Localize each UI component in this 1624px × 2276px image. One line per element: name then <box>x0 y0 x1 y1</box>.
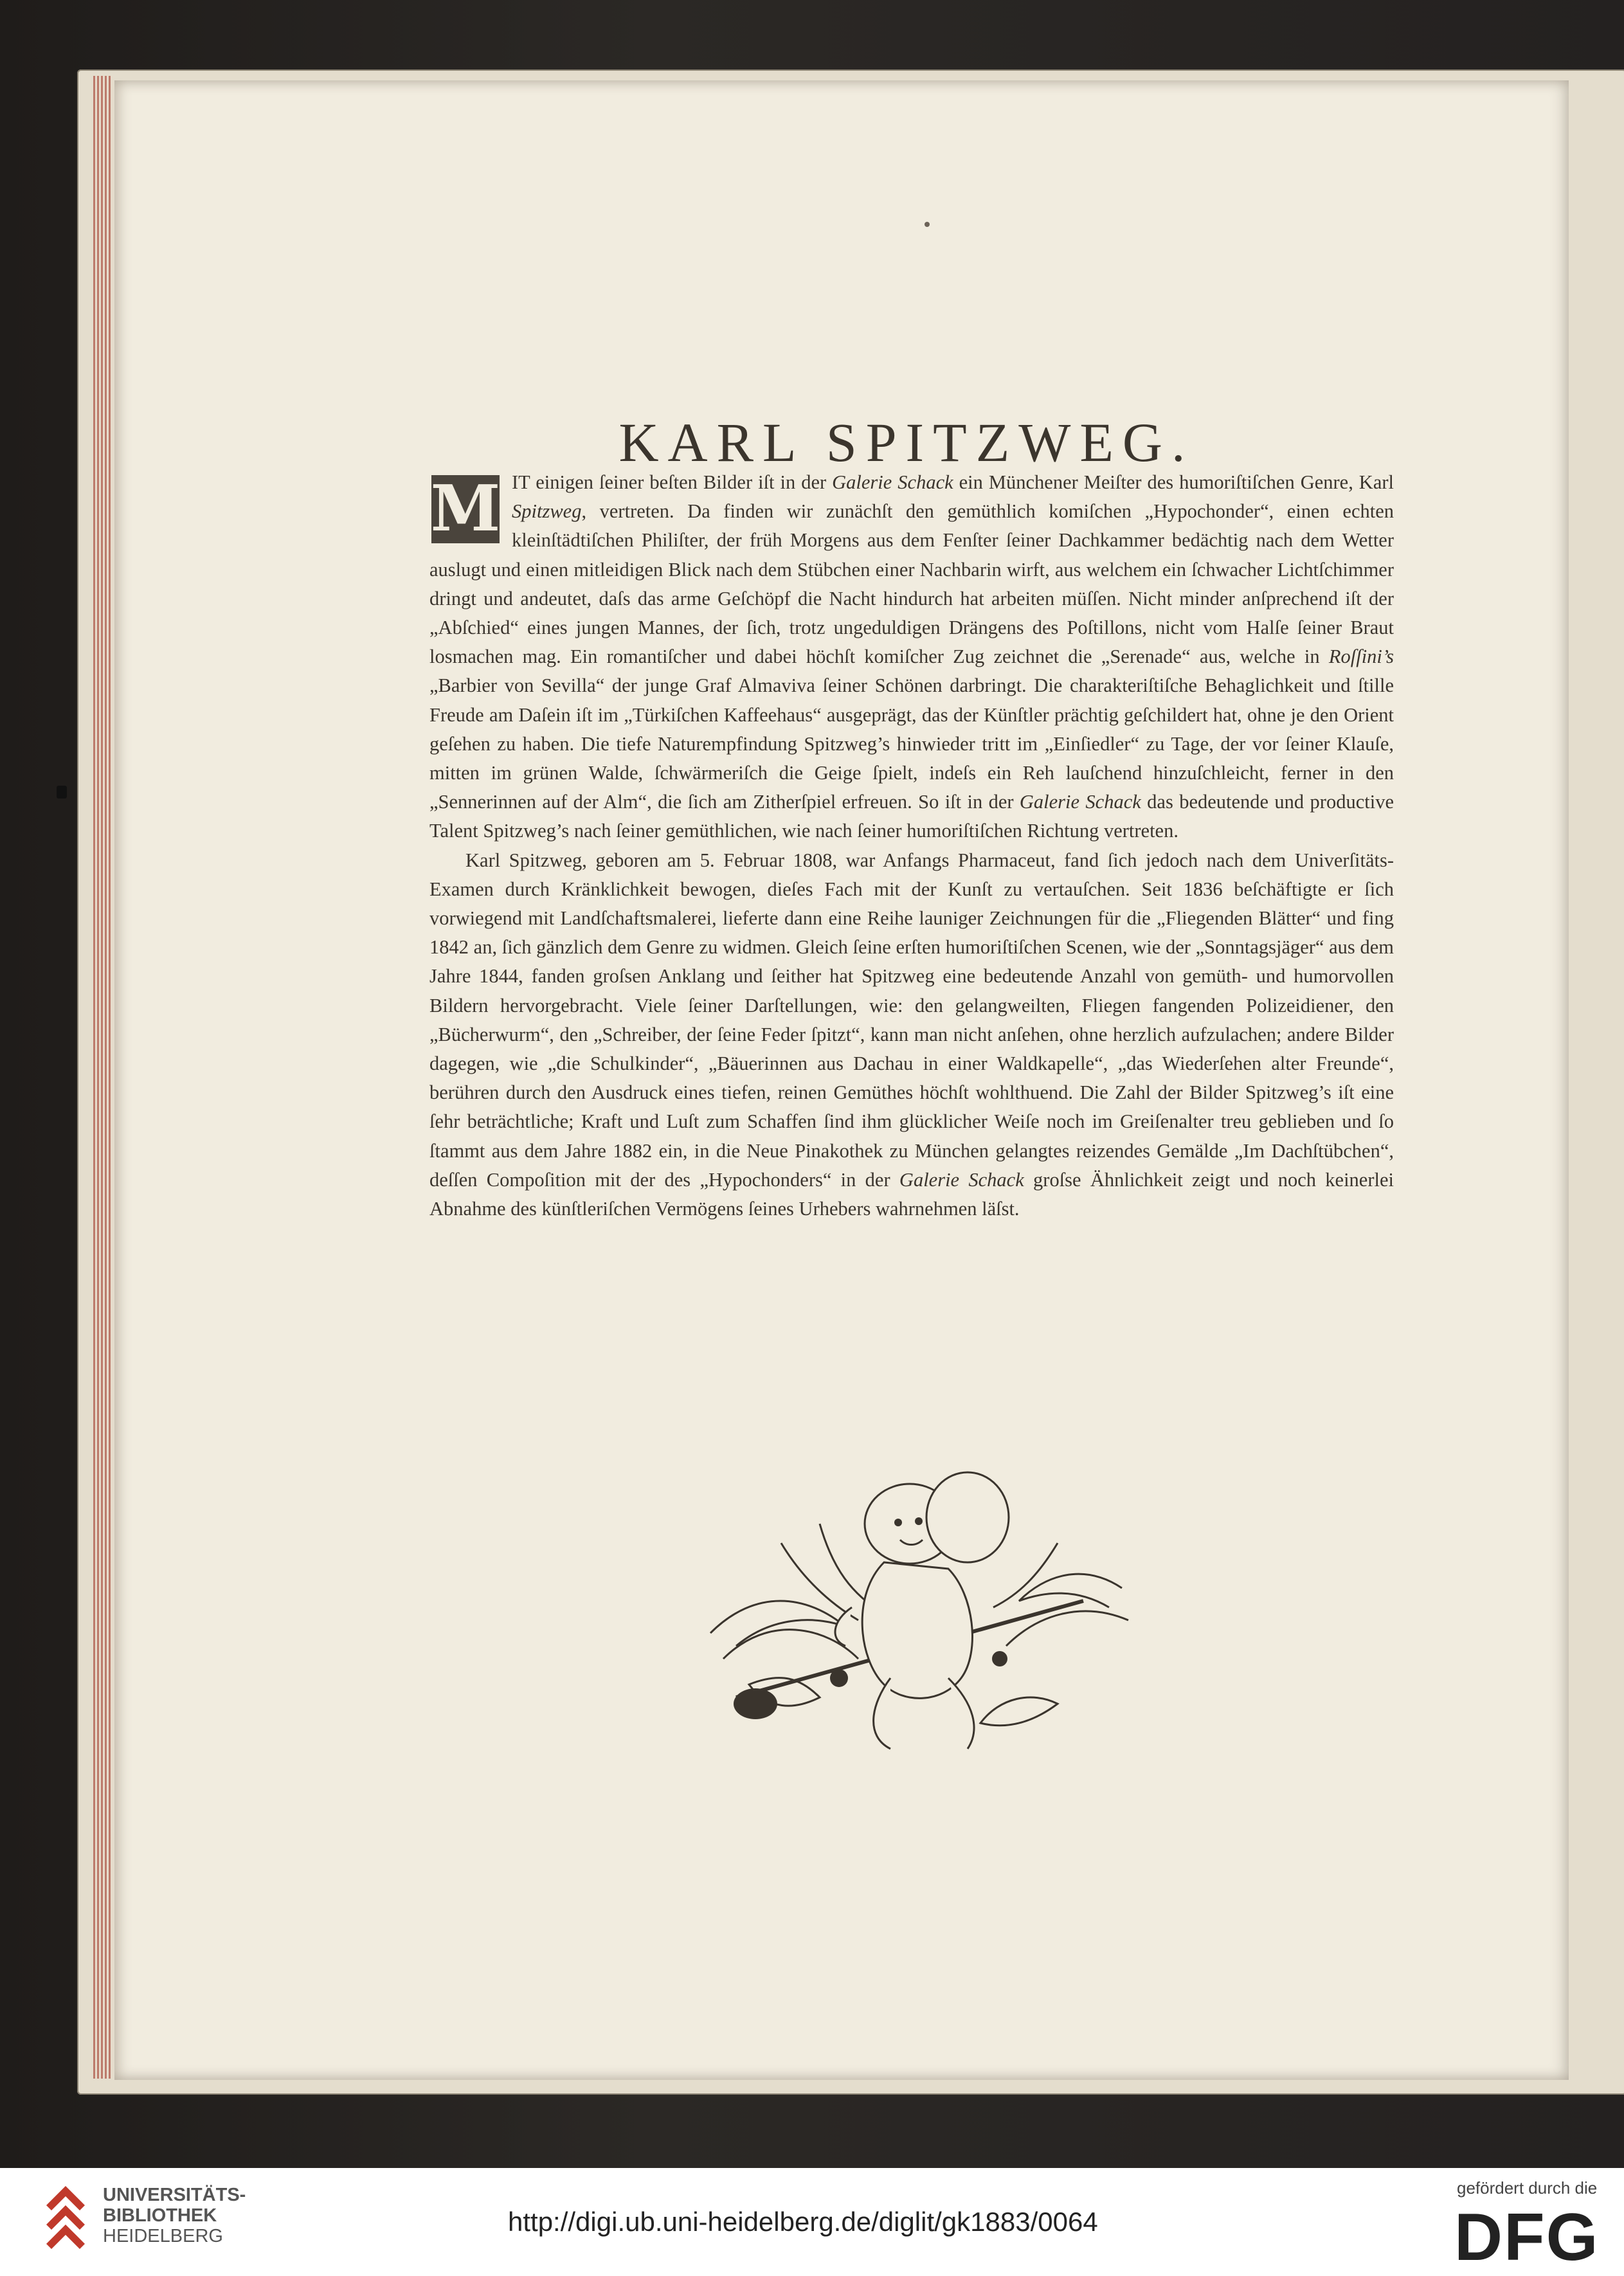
paragraph-1-body <box>429 471 1394 842</box>
university-library-logo-icon <box>40 2180 94 2255</box>
paragraph-2-end: groſse Ähnlichkeit zeigt und noch keinerlei Abnahme des künſtleriſchen Vermögens ſeines Urhebers wahrnehmen läſst. <box>429 1168 1394 1220</box>
permalink-url[interactable]: http://digi.ub.uni-heidelberg.de/diglit/gk1883/0064 <box>508 2207 1098 2237</box>
library-line-3: HEIDELBERG <box>103 2226 223 2246</box>
italic-run: Roſſini’s <box>1328 646 1394 668</box>
cherub-ornament <box>698 1466 1135 1768</box>
dropcap-letter: M <box>430 472 501 546</box>
text-run: IT einigen ſeiner beſten Bilder iſt in der <box>512 471 833 493</box>
text-run: „Barbier von Sevilla“ der junge Graf Almaviva ſeiner Schönen darbringt. Die charakteriſtiſche Behaglichkeit und ſtille Freude am Daſein iſt im „Türkiſchen Kaffeehaus“ ausgeprägt, das der Künſtler prächtig geſchildert hat, ohne je den Orient geſehen zu haben. Die tiefe Naturempfindung Spitzweg’s hinwieder tritt im „Einſiedler“ zu Tage, der vor ſeiner Klauſe, mitten im grünen Walde, ſchwärmeriſch die Geige ſpielt, indeſs ein Reh lauſchend hinzuſchleicht, ferner in den „Sennerinnen auf der Alm“, die ſich am Zitherſpiel erfreuen. So iſt in der <box>429 674 1394 813</box>
paragraph-1 <box>429 468 1394 846</box>
body-text <box>429 468 1394 1224</box>
university-library-name <box>103 2185 246 2246</box>
page-mark-dot <box>925 222 930 227</box>
funding-label: gefördert durch die <box>1457 2178 1598 2198</box>
text-run: ein Münchener Meiſter des humoriſtiſchen Genre, Karl <box>953 471 1394 493</box>
page-title: KARL SPITZWEG. <box>618 411 1195 473</box>
paragraph-2-em: Galerie Schack <box>899 1168 1024 1191</box>
dfg-logo: DFG <box>1454 2200 1600 2275</box>
italic-run: Galerie Schack <box>832 471 953 493</box>
italic-run: Galerie Schack <box>1019 791 1141 813</box>
scanner-clip <box>57 786 67 799</box>
red-page-edges <box>93 76 113 2079</box>
paragraph-2-cont: mit der des „Hypochonders“ in der <box>586 1168 899 1191</box>
library-line-1: UNIVERSITÄTS- <box>103 2185 246 2205</box>
text-run: , vertreten. Da finden wir zunächſt den gemüthlich komiſchen „Hypochonder“, einen echten kleinſtädtiſchen Philiſter, der früh Morgens aus dem Fenſter ſeiner Dachkammer bedächtig nach dem Wetter auslugt und einen mitleidigen Blick nach dem Stübchen einer Nachbarin wirft, aus welchem ein ſchwacher Lichtſchimmer dringt und andeutet, daſs das arme Geſchöpf die Nacht hindurch hat arbeiten müſſen. Nicht minder anſprechend iſt der „Abſchied“ eines jungen Mannes, der ſich, trotz ungeduldigen Drängens des Poſtillons, nicht vom Halſe ſeiner Braut losmachen mag. Ein romantiſcher und dabei höchſt komiſcher Zug zeichnet die „Serenade“ aus, welche in <box>429 500 1394 668</box>
italic-run: Spitzweg <box>512 500 582 523</box>
text-run: das bedeutende und productive Talent Spitzweg’s nach ſeiner gemüthlichen, wie nach ſeiner humoriſtiſchen Richtung vertreten. <box>429 791 1394 842</box>
paragraph-2-text: Karl Spitzweg, geboren am 5. Februar 1808, war Anfangs Pharmaceut, fand ſich jedoch nach dem Univerſitäts-Examen durch Kränklichkeit bewogen, dieſes Fach mit der Kunſt zu vertauſchen. Seit 1836 beſchäftigte er ſich vorwiegend mit Landſchaftsmalerei, lieferte dann eine Reihe launiger Zeichnungen für die „Fliegenden Blätter“ und fing 1842 an, ſich gänzlich dem Genre zu widmen. Gleich ſeine erſten humoriſtiſchen Scenen, wie der „Sonntagsjäger“ aus dem Jahre 1844, fanden groſsen Anklang und ſeither hat Spitzweg eine bedeutende Anzahl von gemüth- und humorvollen Bildern hervorgebracht. Viele ſeiner Darſtellungen, wie: den gelangweilten, Fliegen fangenden Polizeidiener, den „Bücherwurm“, den „Schreiber, der ſeine Feder ſpitzt“, kann man nicht anſehen, ohne herzlich aufzulachen; andere Bilder dagegen, wie „die Schulkinder“, „Bäuerinnen aus Dachau in einer Waldkapelle“, „das Wiederſehen alter Freunde“, berühren durch den Ausdruck eines tiefen, reinen Gemüthes höchſt wohlthuend. Die Zahl der Bilder Spitzweg’s iſt eine ſehr beträchtliche; Kraft und Luſt zum Schaffen ſind ihm glücklicher Weiſe noch im Greiſenalter treu geblieben und ſo ſtammt aus dem Jahre 1882 ein, in die Neue Pinakothek zu München gelangtes reizendes Gemälde „Im Dachſtübchen“, deſſen Compoſition <box>429 849 1394 1191</box>
paragraph-2 <box>429 846 1394 1224</box>
library-line-2: BIBLIOTHEK <box>103 2205 217 2226</box>
dropcap-initial <box>429 473 501 545</box>
